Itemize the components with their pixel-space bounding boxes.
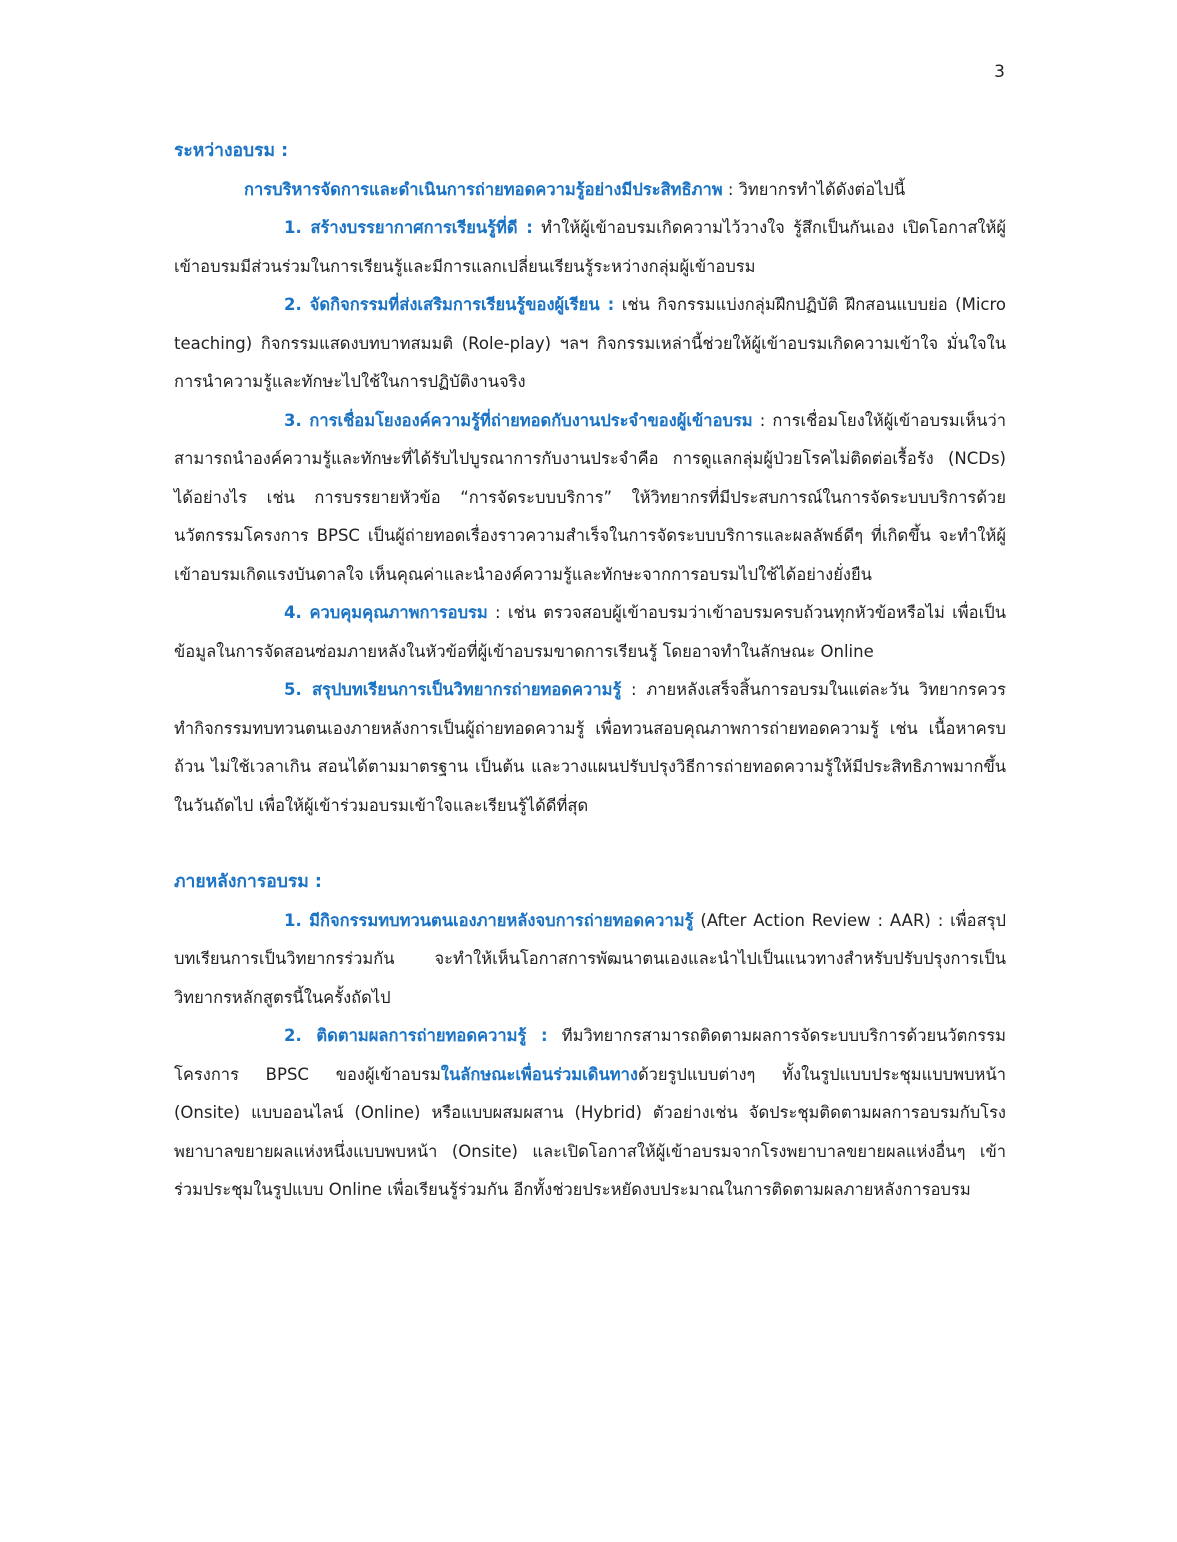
after-item-1-text: (After Action Review : AAR) : เพื่อสรุปบทเรียนการเป็นวิทยากรร่วมกัน จะทำให้เห็นโอกาสการพัฒนาตนเองและนำไปเป็นแนวทางสำหรับปรับปรุงการเป็นวิทยากรหลักสูตรนี้ในครั้งถัดไป: [174, 910, 1006, 1007]
after-item-1: [174, 902, 1006, 1018]
during-item-1: [174, 209, 1006, 286]
during-item-2-heading: 2. จัดกิจกรรมที่ส่งเสริมการเรียนรู้ของผู้เรียน :: [284, 295, 615, 314]
during-item-4-heading: 4. ควบคุมคุณภาพการอบรม: [284, 603, 488, 622]
during-item-3-text: : การเชื่อมโยงให้ผู้เข้าอบรมเห็นว่าสามารถนำองค์ความรู้และทักษะที่ได้รับไปบูรณาการกับงานประจำคือ การดูแลกลุ่มผู้ป่วยโรคไม่ติดต่อเรื้อรัง (NCDs) ได้อย่างไร เช่น การบรรยายหัวข้อ “การจัดระบบบริการ” ให้วิทยากรที่มีประสบการณ์ในการจัดระบบบริการด้วยนวัตกรรมโครงการ BPSC เป็นผู้ถ่ายทอดเรื่องราวความสำเร็จในการจัดระบบบริการและผลลัพธ์ดีๆ ที่เกิดขึ้น จะทำให้ผู้เข้าอบรมเกิดแรงบันดาลใจ เห็นคุณค่าและนำองค์ความรู้และทักษะจากการอบรมไปใช้ได้อย่างยั่งยืน: [174, 410, 1006, 584]
during-item-5-text: : ภายหลังเสร็จสิ้นการอบรมในแต่ละวัน วิทยากรควรทำกิจกรรมทบทวนตนเองภายหลังการเป็นผู้ถ่ายทอดความรู้ เพื่อทวนสอบคุณภาพการถ่ายทอดความรู้ เช่น เนื้อหาครบถ้วน ไม่ใช้เวลาเกิน สอนได้ตามมาตรฐาน เป็นต้น และวางแผนปรับปรุงวิธีการถ่ายทอดความรู้ให้มีประสิทธิภาพมากขึ้นในวันถัดไป เพื่อให้ผู้เข้าร่วมอบรมเข้าใจและเรียนรู้ได้ดีที่สุด: [174, 680, 1007, 815]
after-item-2-text-before: ทีมวิทยากรสามารถติดตามผลการจัดระบบบริการด้วยนวัตกรรมโครงการ BPSC ของผู้เข้าอบรม: [174, 1026, 1006, 1084]
during-item-2-text: เช่น กิจกรรมแบ่งกลุ่มฝึกปฏิบัติ ฝึกสอนแบบย่อ (Micro teaching) กิจกรรมแสดงบทบาทสมมติ (Role-play) ฯลฯ กิจกรรมเหล่านี้ช่วยให้ผู้เข้าอบรมเกิดความเข้าใจ มั่นใจในการนำความรู้และทักษะไปใช้ในการปฏิบัติงานจริง: [174, 295, 1007, 391]
during-item-5: [174, 671, 1006, 825]
section-gap: [174, 825, 1006, 863]
after-item-2: [174, 1017, 1006, 1210]
section-title-after: ภายหลังการอบรม :: [174, 872, 322, 892]
during-item-3: [174, 402, 1006, 595]
document-body: [174, 132, 1006, 1210]
section-title-during: ระหว่างอบรม :: [174, 141, 289, 161]
during-item-1-heading: 1. สร้างบรรยากาศการเรียนรู้ที่ดี :: [284, 218, 533, 237]
during-intro-heading: การบริหารจัดการและดำเนินการถ่ายทอดความรู้อย่างมีประสิทธิภาพ: [244, 179, 723, 199]
during-intro: [174, 171, 1006, 210]
during-item-4: [174, 594, 1006, 671]
page-number: 3: [994, 62, 1005, 82]
during-item-1-text: ทำให้ผู้เข้าอบรมเกิดความไว้วางใจ รู้สึกเป็นกันเอง เปิดโอกาสให้ผู้เข้าอบรมมีส่วนร่วมในการเรียนรู้และมีการแลกเปลี่ยนเรียนรู้ระหว่างกลุ่มผู้เข้าอบรม: [174, 218, 1006, 276]
after-item-2-highlight: ในลักษณะเพื่อนร่วมเดินทาง: [440, 1064, 638, 1084]
during-item-5-heading: 5. สรุปบทเรียนการเป็นวิทยากรถ่ายทอดความรู้: [284, 680, 622, 699]
during-item-2: [174, 286, 1006, 402]
after-item-2-text-after: ด้วยรูปแบบต่างๆ ทั้งในรูปแบบประชุมแบบพบหน้า (Onsite) แบบออนไลน์ (Online) หรือแบบผสมผสาน (Hybrid) ตัวอย่างเช่น จัดประชุมติดตามผลการอบรมกับโรงพยาบาลขยายผลแห่งหนึ่งแบบพบหน้า (Onsite) และเปิดโอกาสให้ผู้เข้าอบรมจากโรงพยาบาลขยายผลแห่งอื่นๆ เข้าร่วมประชุมในรูปแบบ Online เพื่อเรียนรู้ร่วมกัน อีกทั้งช่วยประหยัดงบประมาณในการติดตามผลภายหลังการอบรม: [174, 1064, 1006, 1199]
during-item-3-heading: 3. การเชื่อมโยงองค์ความรู้ที่ถ่ายทอดกับงานประจำของผู้เข้าอบรม: [284, 410, 753, 430]
after-item-2-heading: 2. ติดตามผลการถ่ายทอดความรู้ :: [284, 1026, 548, 1045]
during-intro-text: : วิทยากรทำได้ดังต่อไปนี้: [722, 179, 906, 199]
after-item-1-heading: 1. มีกิจกรรมทบทวนตนเองภายหลังจบการถ่ายทอดความรู้: [284, 910, 694, 930]
during-item-4-text: : เช่น ตรวจสอบผู้เข้าอบรมว่าเข้าอบรมครบถ้วนทุกหัวข้อหรือไม่ เพื่อเป็นข้อมูลในการจัดสอนซ่อมภายหลังในหัวข้อที่ผู้เข้าอบรมขาดการเรียนรู้ โดยอาจทำในลักษณะ Online: [174, 603, 1006, 661]
